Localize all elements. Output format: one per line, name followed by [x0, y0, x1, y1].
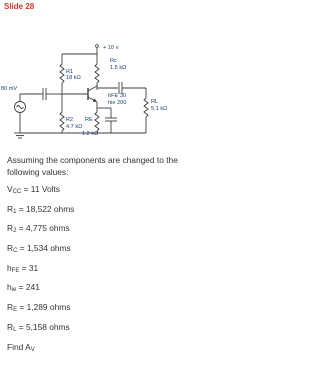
given-rl: $R_L = 5,158$ ohms	[7, 321, 70, 333]
supply-node	[96, 45, 99, 48]
given-r1: $R_1 = 18,522$ ohms	[7, 203, 75, 215]
given-vcc: $V_{CC} = 11$ Volts	[7, 184, 60, 195]
r1-name: R1	[66, 69, 74, 75]
supply-label: + 10 v	[103, 45, 119, 51]
rl-resistor	[144, 98, 148, 117]
given-r2: $R_2 = 4,775$ ohms	[7, 223, 70, 235]
r1-resistor	[60, 64, 64, 83]
circuit-diagram	[0, 0, 200, 155]
question-intro: Assuming the components are changed to the following values:	[7, 155, 178, 177]
given-rc: $R_C = 1,534$ ohms	[7, 243, 71, 255]
source-label: 80 mV	[1, 86, 18, 92]
re-name: RE	[85, 117, 93, 123]
r2-value: 4.7 kΩ	[66, 124, 83, 130]
transistor-collector	[88, 86, 97, 91]
r2-name: R2	[66, 117, 74, 123]
r1-value: 18 kΩ	[66, 75, 81, 81]
question-text	[7, 155, 197, 361]
rl-value: 5.1 kΩ	[151, 106, 168, 112]
re-value: 1.2 kΩ	[82, 131, 99, 137]
re-resistor	[95, 112, 99, 131]
given-re: $R_E = 1,289$ ohms	[7, 302, 71, 314]
r2-resistor	[60, 112, 64, 131]
rc-name: Rc	[110, 58, 117, 64]
rc-value: 1.5 kΩ	[110, 65, 127, 71]
sine-wave-icon	[17, 106, 24, 109]
hfe-label: hFE 30	[108, 93, 127, 99]
given-hfe: $h_{FE} = 31$	[7, 262, 39, 274]
find-av: Find $A_V$	[7, 341, 35, 353]
slide-title: Slide 28	[4, 2, 35, 11]
hie-label: hie 200	[108, 100, 127, 106]
rl-name: RL	[151, 99, 159, 105]
given-hie: $h_{ie} = 241$	[7, 282, 40, 294]
rc-resistor	[95, 64, 99, 83]
